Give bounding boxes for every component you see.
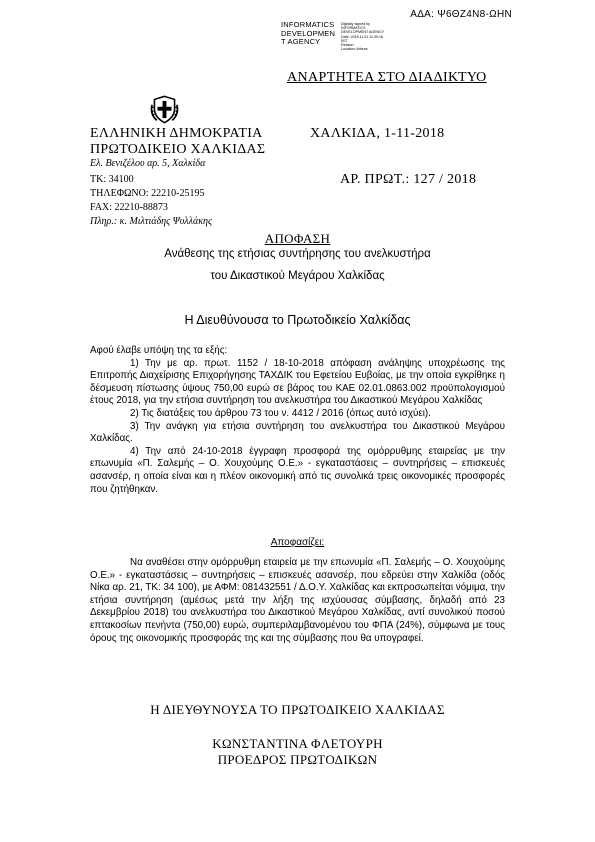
consideration-item: 2) Τις διατάξεις του άρθρου 73 του ν. 4412 / 2016 (όπως αυτό ισχύει). [130,407,431,419]
stamp-detail: Location: Athens [341,47,368,52]
decision-issuer: Η Διευθύνουσα το Πρωτοδικείο Χαλκίδας [184,313,411,327]
decides-label: Αποφασίζει: [270,537,325,548]
greek-emblem-icon [149,94,180,125]
digital-signature-stamp [281,21,335,47]
decision-subject-line: του Δικαστικού Μεγάρου Χαλκίδας [210,270,385,282]
court-address: Ελ. Βενιζέλου αρ. 5, Χαλκίδα [90,158,206,169]
decision-subject-line: Ανάθεσης της ετήσιας συντήρησης του ανελκυστήρα [164,248,431,260]
decision-title: ΑΠΟΦΑΣΗ [264,231,331,246]
place-date: ΧΑΛΚΙΔΑ, 1-11-2018 [310,126,445,141]
consideration-item: 1) Την με αρ. πρωτ. 1152 / 18-10-2018 απόφαση ανάληψης υποχρέωσης της Επιτροπής Διαχείρισης Επιχορήγησης ΤΑΧΔΙΚ του Εφετείου Ευβοίας, με την οποία εγκρίθηκε η δέσμευση πίστωσης ύψους 750,00 ευρώ σε βάρος του ΚΑΕ 02.01.0863.002 προϋπολογισμού έτους 2018, για την ετήσια συντήρηση του ανελκυστήρα του Δικαστικού Μεγάρου Χαλκίδας [90,357,505,407]
postal-code: ΤΚ: 34100 [90,174,134,185]
fax: FAX: 22210-88873 [90,202,168,213]
stamp-detail: Digitally signed by [341,22,370,26]
decision-paragraph: Να αναθέσει στην ομόρρυθμη εταιρεία με την επωνυμία «Π. Σαλεμής – Ο. Χουχούμης Ο.Ε.» - εγκαταστάσεις – συντηρήσεις – επισκευές ασανσέρ, που εδρεύει στην Χαλκίδα (οδός Νίκα αρ. 21, ΤΚ: 34 100), με ΑΦΜ: 081432551 / Δ.Ο.Υ. Χαλκίδας και εκπροσωπείται νόμιμα, την ετήσια συντήρηση (αμέσως μετά την λήξη της ισχύουσας σύμβασης, δηλαδή από 23 Δεκεμβρίου 2018) του ανελκυστήρα του Δικαστικού Μεγάρου Χαλκίδας, αντί συνολικού ποσού επτακοσίων πενήντα (750,00) ευρώ, συμπεριλαμβανομένου του ΦΠΑ (24%), σύμφωνα με τους όρους της οικονομικής προσφοράς της και της σύμβασης που θα υπογραφεί. [90,557,505,644]
decision-text [90,557,505,645]
signatory-role: Η ΔΙΕΥΘΥΝΟΥΣΑ ΤΟ ΠΡΩΤΟΔΙΚΕΙΟ ΧΑΛΚΙΔΑΣ [150,702,445,717]
contact-person: Πληρ.: κ. Μιλτιάδης Ψυλλάκης [90,216,213,227]
protocol-number: ΑΡ. ΠΡΩΤ.: 127 / 2018 [340,172,477,187]
signatory-title: ΠΡΟΕΔΡΟΣ ΠΡΩΤΟΔΙΚΩΝ [217,752,378,767]
court-name: ΠΡΩΤΟΔΙΚΕΙΟ ΧΑΛΚΙΔΑΣ [90,142,266,157]
country-name: ΕΛΛΗΝΙΚΗ ΔΗΜΟΚΡΑΤΙΑ [90,126,263,141]
signatory-name: ΚΩΝΣΤΑΝΤΙΝΑ ΦΛΕΤΟΥΡΗ [212,736,383,751]
stamp-detail: INFORMATICS [341,26,366,31]
consideration-item: 3) Την ανάγκη για ετήσια συντήρηση του ανελκυστήρα του Δικαστικού Μεγάρου Χαλκίδας. [90,420,505,445]
considerations-intro: Αφού έλαβε υπόψη της τα εξής: [90,345,228,356]
publish-notice: ΑΝΑΡΤΗΤΕΑ ΣΤΟ ΔΙΑΔΙΚΤΥΟ [287,70,487,85]
stamp-detail: Date: 2018.11.01 11:30:16 [341,34,384,39]
phone: ΤΗΛΕΦΩΝΟ: 22210-25195 [90,188,205,199]
considerations [90,345,505,496]
stamp-detail: EET [341,38,348,43]
ada-code: ΑΔΑ: Ψ6ΘΖ4Ν8-ΩΗΝ [410,9,512,20]
stamp-line: INFORMATICS [281,20,335,29]
stamp-line: DEVELOPMEN [281,28,336,38]
stamp-details [341,22,384,51]
stamp-line: T AGENCY [281,37,321,46]
stamp-detail: DEVELOPMENT AGENCY [341,30,385,35]
stamp-detail: Reason: [341,43,355,48]
consideration-item: 4) Την από 24-10-2018 έγγραφη προσφορά της ομόρρυθμης εταιρείας με την επωνυμία «Π. Σαλεμής – Ο. Χουχούμης Ο.Ε.» - εγκαταστάσεις – συντηρήσεις – επισκευές ασανσέρ, η οποία είναι και η πλέον οικονομική από τις συνολικά τρεις οικονομικές προσφορές που ζητήθηκαν. [90,445,505,495]
